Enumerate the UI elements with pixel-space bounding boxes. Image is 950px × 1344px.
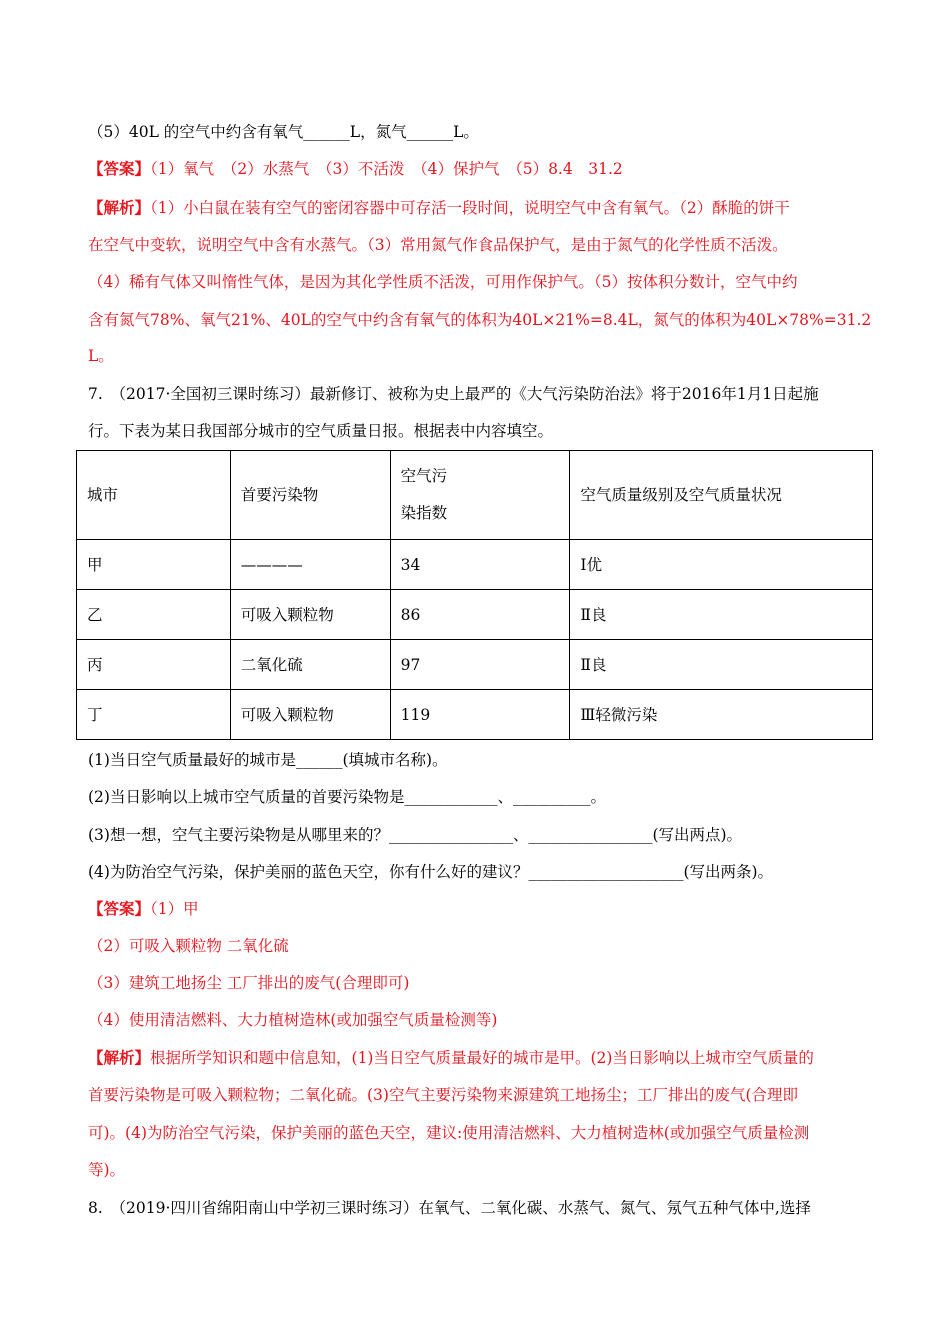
answer-text: （1）甲 [150,900,199,918]
cell-index: 86 [390,590,570,640]
q7-analysis-line-3: 可)。(4)为防治空气污染，保护美丽的蓝色天空，建议:使用清洁燃料、大力植树造林(或加强空气质量检测 [88,1124,810,1142]
answer-text: （1）氧气 （2）水蒸气 （3）不活泼 （4）保护气 （5）8.4 31.2 [150,160,623,178]
cell-pollutant: ———— [230,540,390,590]
analysis-tag: 【解析】 [88,1048,151,1067]
header-index-line-2: 染指数 [400,504,448,522]
q7-answer-line-2: （2）可吸入颗粒物 二氧化硫 [88,937,289,955]
q7-question-4: (4)为防治空气污染，保护美丽的蓝色天空，你有什么好的建议？____________________(写出两条)。 [88,863,774,881]
q7-analysis-line-4: 等)。 [88,1161,126,1179]
header-index [390,451,570,540]
q7-question-3: (3)想一想，空气主要污染物是从哪里来的？________________、________________(写出两点)。 [88,826,743,844]
cell-index: 34 [390,540,570,590]
q7-question-1: (1)当日空气质量最好的城市是______(填城市名称)。 [88,751,448,769]
q6-answer [88,159,868,179]
answer-tag: 【答案】 [88,899,151,918]
q7-stem-line-1: 7. （2017·全国初三课时练习）最新修订、被称为史上最严的《大气污染防治法》将于2016年1月1日起施 [88,385,819,403]
cell-pollutant: 可吸入颗粒物 [230,590,390,640]
cell-pollutant: 二氧化硫 [230,640,390,690]
table-row [77,690,873,740]
cell-quality: Ⅱ良 [570,590,873,640]
q8-stem: 8. （2019·四川省绵阳南山中学初三课时练习）在氧气、二氧化碳、水蒸气、氮气、氖气五种气体中,选择 [88,1199,811,1217]
header-quality: 空气质量级别及空气质量状况 [570,451,873,540]
q6-analysis-line-3: （4）稀有气体又叫惰性气体，是因为其化学性质不活泼，可用作保护气。（5）按体积分数计，空气中约 [88,273,798,291]
cell-index: 119 [390,690,570,740]
q7-question-2: (2)当日影响以上城市空气质量的首要污染物是____________、__________。 [88,788,606,806]
q7-answer-line-4: （4）使用清洁燃料、大力植树造林(或加强空气质量检测等) [88,1011,498,1029]
q7-answer-line-1 [88,899,868,919]
air-quality-table [76,450,873,740]
cell-quality: Ⅰ优 [570,540,873,590]
header-city: 城市 [77,451,231,540]
cell-quality: Ⅱ良 [570,640,873,690]
analysis-text: 根据所学知识和题中信息知，(1)当日空气质量最好的城市是甲。(2)当日影响以上城市空气质量的 [150,1049,814,1067]
q6-part5: （5）40L 的空气中约含有氧气______L，氮气______L。 [88,123,479,141]
q6-analysis-line-2: 在空气中变软，说明空气中含有水蒸气。（3）常用氮气作食品保护气，是由于氮气的化学性质不活泼。 [88,236,788,254]
analysis-text: （1）小白鼠在装有空气的密闭容器中可存活一段时间，说明空气中含有氧气。（2）酥脆的饼干 [150,199,790,217]
q7-analysis-line-1 [88,1048,868,1068]
q6-analysis-line-4: 含有氮气78%、氧气21%、40L的空气中约含有氧气的体积为40L×21%=8.4L，氮气的体积为40L×78%=31.2 [88,311,872,329]
table-header-row [77,451,873,540]
table-row [77,640,873,690]
header-index-line-1: 空气污 [400,467,448,485]
q7-analysis-line-2: 首要污染物是可吸入颗粒物；二氧化硫。(3)空气主要污染物来源建筑工地扬尘；工厂排出的废气(合理即 [88,1086,799,1104]
cell-pollutant: 可吸入颗粒物 [230,690,390,740]
cell-city: 乙 [77,590,231,640]
analysis-tag: 【解析】 [88,198,151,217]
cell-city: 丁 [77,690,231,740]
q6-analysis-line-5: L。 [88,347,114,365]
answer-tag: 【答案】 [88,159,151,178]
table-row [77,540,873,590]
cell-quality: Ⅲ轻微污染 [570,690,873,740]
cell-index: 97 [390,640,570,690]
q6-analysis-line-1 [88,198,868,218]
q7-answer-line-3: （3）建筑工地扬尘 工厂排出的废气(合理即可) [88,974,410,992]
q7-stem-line-2: 行。下表为某日我国部分城市的空气质量日报。根据表中内容填空。 [88,422,554,440]
table-row [77,590,873,640]
cell-city: 丙 [77,640,231,690]
cell-city: 甲 [77,540,231,590]
header-pollutant: 首要污染物 [230,451,390,540]
